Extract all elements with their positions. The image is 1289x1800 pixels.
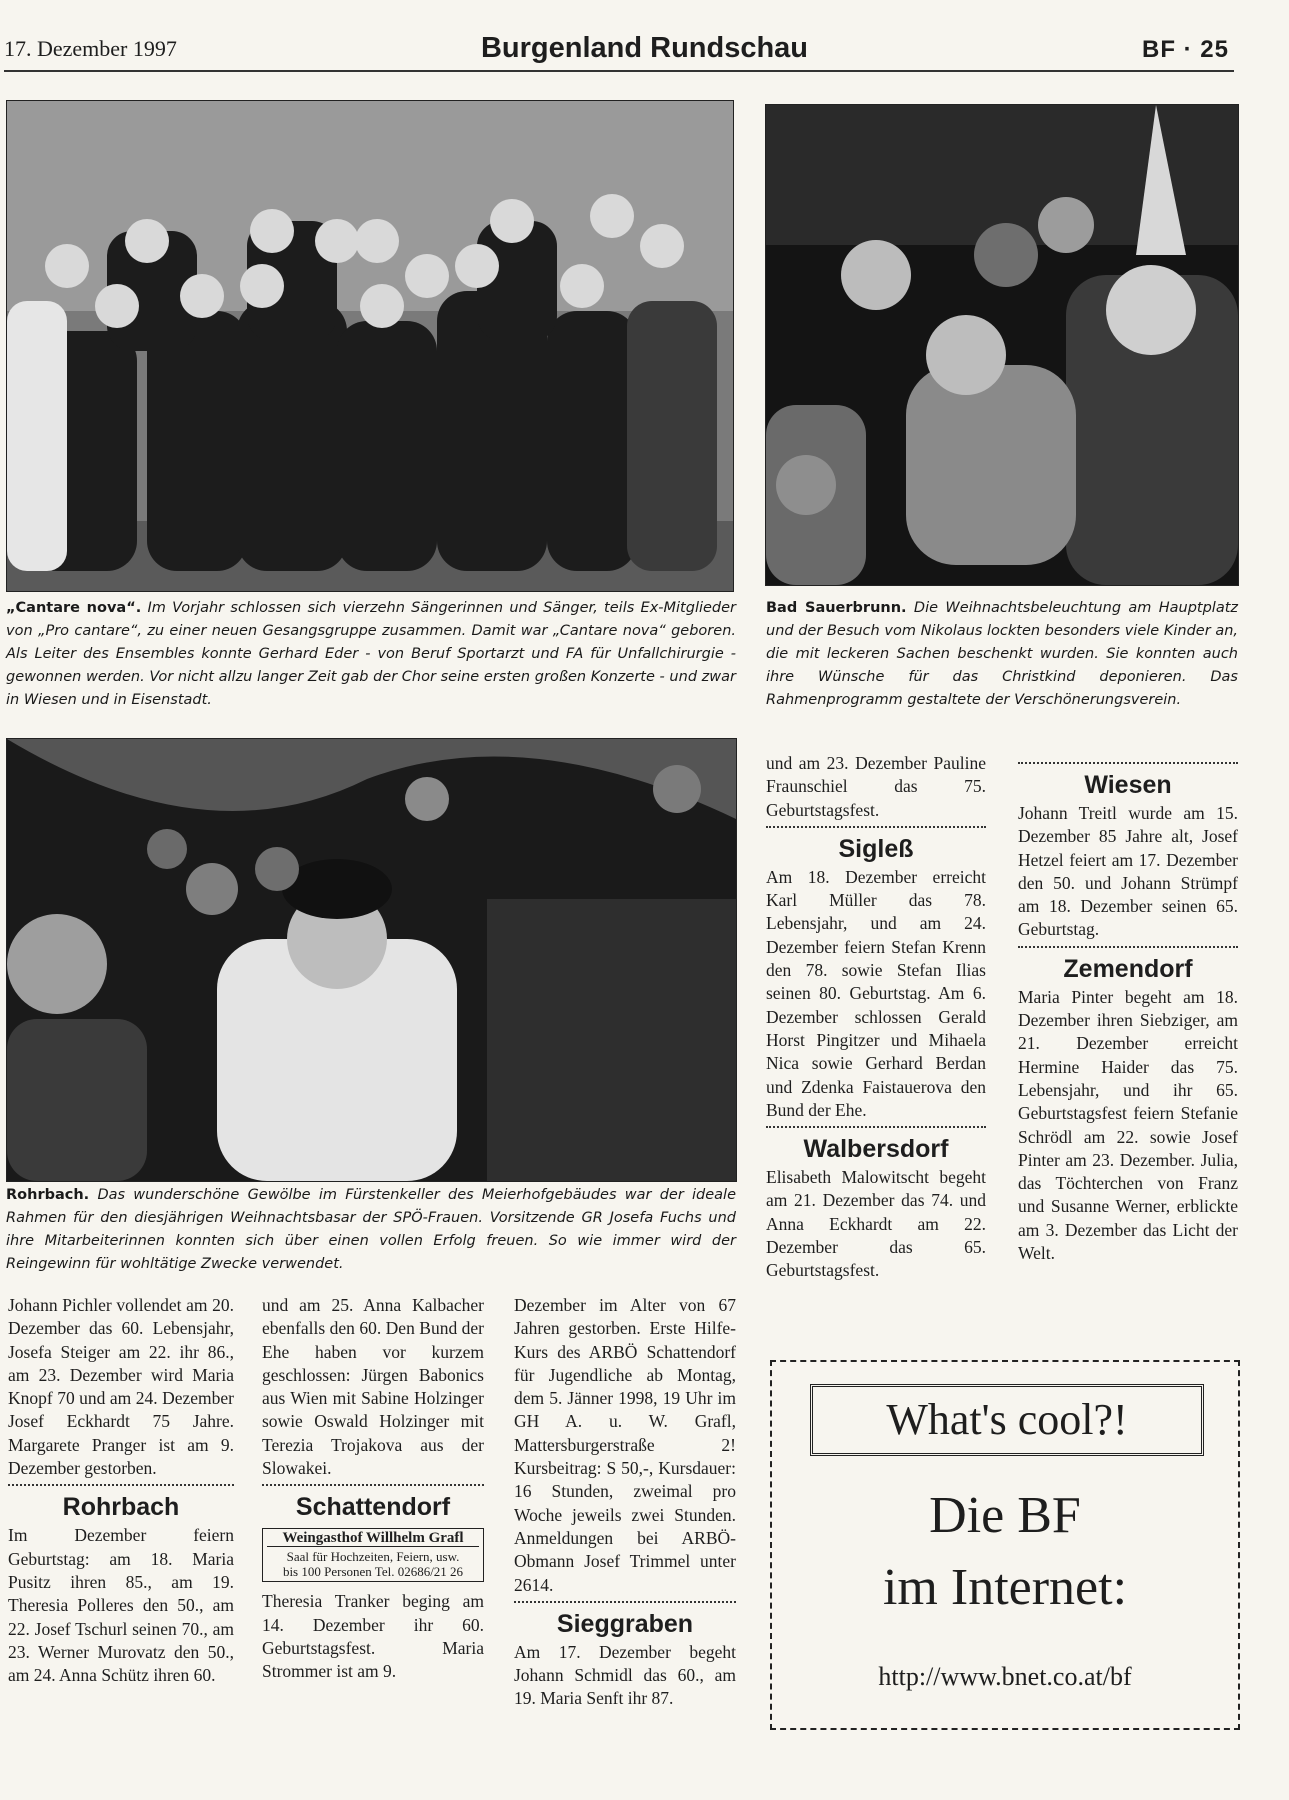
col2-body: Theresia Tranker beging am 14. Dezember ihr 60. Geburtstagsfest. Maria Strommer ist am 9. xyxy=(262,1591,484,1682)
dotted-divider xyxy=(766,826,986,828)
internet-promo-box xyxy=(770,1360,1240,1730)
dotted-divider xyxy=(262,1484,484,1486)
col5-body-1: Johann Treitl wurde am 15. Dezember 85 Jahre alt, Josef Hetzel feiert am 17. Dezember den 50. und Johann Strümpf am 18. Dezember seinen 65. Geburtstag. xyxy=(1018,803,1238,940)
article-column-3 xyxy=(514,1294,736,1711)
caption-bad-sauerbrunn-text: Die Weihnachtsbeleuchtung am Hauptplatz und der Besuch vom Nikolaus lockten besonders viele Kinder an, die mit leckeren Sachen beschenkt wurden. Sie konnten auch ihre Wünsche für das Christkind deponieren. Das Rahmenprogramm gestaltete der Verschönerungsverein. xyxy=(766,600,1239,708)
heading-schattendorf: Schattendorf xyxy=(295,1493,451,1522)
col3-body: Am 17. Dezember begeht Johann Schmidl das 60., am 19. Maria Senft ihr 87. xyxy=(514,1641,736,1709)
caption-cantare-nova-head: „Cantare nova“. xyxy=(6,600,142,616)
heading-sieggraben: Sieggraben xyxy=(556,1609,694,1638)
col3-intro: Dezember im Alter von 67 Jahren gestorben. Erste Hilfe-Kurs des ARBÖ Schattendorf für Jugendliche ab Montag, dem 5. Jänner 1998, 19 Uhr im GH A. u. W. Grafl, Mattersburgerstraße 2! Kursbeitrag: S 50,-, Kursdauer: 16 Stunden, zweimal pro Woche jeweils zwei Stunden. Anmeldungen bei ARBÖ-Obmann Josef Trimmel unter 2614. xyxy=(514,1295,736,1595)
caption-rohrbach xyxy=(6,1184,736,1276)
promo-url[interactable]: http://www.bnet.co.at/bf xyxy=(878,1662,1132,1691)
ad-line-3: bis 100 Personen Tel. 02686/21 26 xyxy=(282,1564,464,1580)
col1-intro: Johann Pichler vollendet am 20. Dezember das 60. Lebensjahr, Josefa Steiger am 22. ihr 86., am 23. Dezember wird Maria Knopf 70 und am 24. Dezember Josef Eckhardt 75 Jahre. Margarete Pranger ist am 9. Dezember gestorben. xyxy=(8,1295,234,1479)
heading-walbersdorf: Walbersdorf xyxy=(803,1135,949,1164)
caption-rohrbach-head: Rohrbach. xyxy=(6,1187,90,1203)
ad-title: Weingasthof Willhelm Grafl xyxy=(267,1531,479,1547)
article-column-1 xyxy=(8,1294,234,1687)
promo-line-1: Die BF xyxy=(929,1487,1081,1544)
caption-cantare-nova xyxy=(6,597,736,712)
caption-bad-sauerbrunn xyxy=(766,597,1238,712)
caption-bad-sauerbrunn-head: Bad Sauerbrunn. xyxy=(766,600,907,616)
caption-rohrbach-text: Das wunderschöne Gewölbe im Fürstenkeller des Meierhofgebäudes war der ideale Rahmen für den diesjährigen Weihnachtsbasar der SPÖ-Frauen. Vorsitzende GR Josefa Fuchs und ihre Mitarbeiterinnen konnten sich über einen vollen Erfolg freuen. So wie immer wird der Reingewinn für wohltätige Zwecke verwendet. xyxy=(6,1187,737,1272)
col4-body-2: Elisabeth Malowitscht begeht am 21. Dezember das 74. und Anna Eckhardt am 22. Dezember das 65. Geburtstagsfest. xyxy=(766,1167,986,1281)
whats-cool-badge: What's cool?! xyxy=(810,1384,1204,1456)
article-column-4 xyxy=(766,752,986,1283)
heading-sigless: Sigleß xyxy=(838,834,914,863)
ad-line-2: Saal für Hochzeiten, Feiern, usw. xyxy=(286,1549,460,1565)
dotted-divider xyxy=(1018,946,1238,948)
caption-cantare-nova-text: Im Vorjahr schlossen sich vierzehn Sängerinnen und Sänger, teils Ex-Mitglieder von „Pro cantare“, zu einer neuen Gesangsgruppe zusammen. Damit war „Cantare nova“ geboren. Als Leiter des Ensembles konnte Gerhard Eder - von Beruf Sportarzt und FA für Unfallchirurgie - gewonnen werden. Vor nicht allzu langer Zeit gab der Chor seine ersten großen Konzerte - und zwar in Wiesen und in Eisenstadt. xyxy=(6,600,737,708)
heading-wiesen: Wiesen xyxy=(1084,771,1172,799)
header-rule xyxy=(4,70,1234,72)
dotted-divider xyxy=(766,1126,986,1128)
col2-intro: und am 25. Anna Kalbacher ebenfalls den 60. Den Bund der Ehe haben vor kurzem geschlossen: Jürgen Babonics aus Wien mit Sabine Holzinger sowie Oswald Holzinger mit Terezia Trojakova aus der Slowakei. xyxy=(262,1295,484,1479)
photo-rohrbach-weihnachtsbasar xyxy=(6,738,737,1182)
photo-cantare-nova-choir xyxy=(6,100,734,592)
dotted-divider xyxy=(514,1601,736,1603)
dotted-divider xyxy=(8,1484,234,1486)
article-column-5 xyxy=(1018,752,1238,1265)
col4-body-1: Am 18. Dezember erreicht Karl Müller das 78. Lebensjahr, und am 24. Dezember feiern Stefan Krenn den 78. sowie Stefan Ilias seinen 80. Geburtstag. Am 6. Dezember schlossen Gerald Horst Pingitzer und Mihaela Nica sowie Gerhard Berdan und Zdenka Faistauerova den Bund der Ehe. xyxy=(766,866,986,1120)
promo-line-2: im Internet: xyxy=(882,1559,1128,1616)
heading-rohrbach: Rohrbach xyxy=(62,1493,180,1522)
col4-intro: und am 23. Dezember Pauline Fraunschiel das 75. Geburtstagsfest. xyxy=(766,753,986,820)
weingasthof-ad xyxy=(262,1528,484,1582)
page-number: BF · 25 xyxy=(1141,36,1229,63)
col1-body: Im Dezember feiern Geburtstag: am 18. Maria Pusitz ihren 85., am 19. Theresia Polleres den 50., am 22. Josef Tschurl seinen 70., am 23. Werner Murovatz den 50., am 24. Anna Schütz ihren 60. xyxy=(8,1525,234,1686)
col5-body-2: Maria Pinter begeht am 18. Dezember ihren Siebziger, am 21. Dezember erreicht Hermine Haider das 75. Lebensjahr, und ihr 65. Geburtstagsfest feiern Stefanie Schrödl am 22. sowie Josef Pinter am 23. Dezember. Julia, das Töchterchen von Franz und Susanne Werner, erblickte am 3. Dezember das Licht der Welt. xyxy=(1018,986,1238,1264)
dotted-divider xyxy=(1018,762,1238,764)
article-column-2 xyxy=(262,1294,484,1684)
issue-date: 17. Dezember 1997 xyxy=(4,36,177,61)
photo-bad-sauerbrunn-nikolaus xyxy=(765,104,1239,586)
heading-zemendorf: Zemendorf xyxy=(1063,954,1193,983)
newspaper-title: Burgenland Rundschau xyxy=(480,32,809,64)
